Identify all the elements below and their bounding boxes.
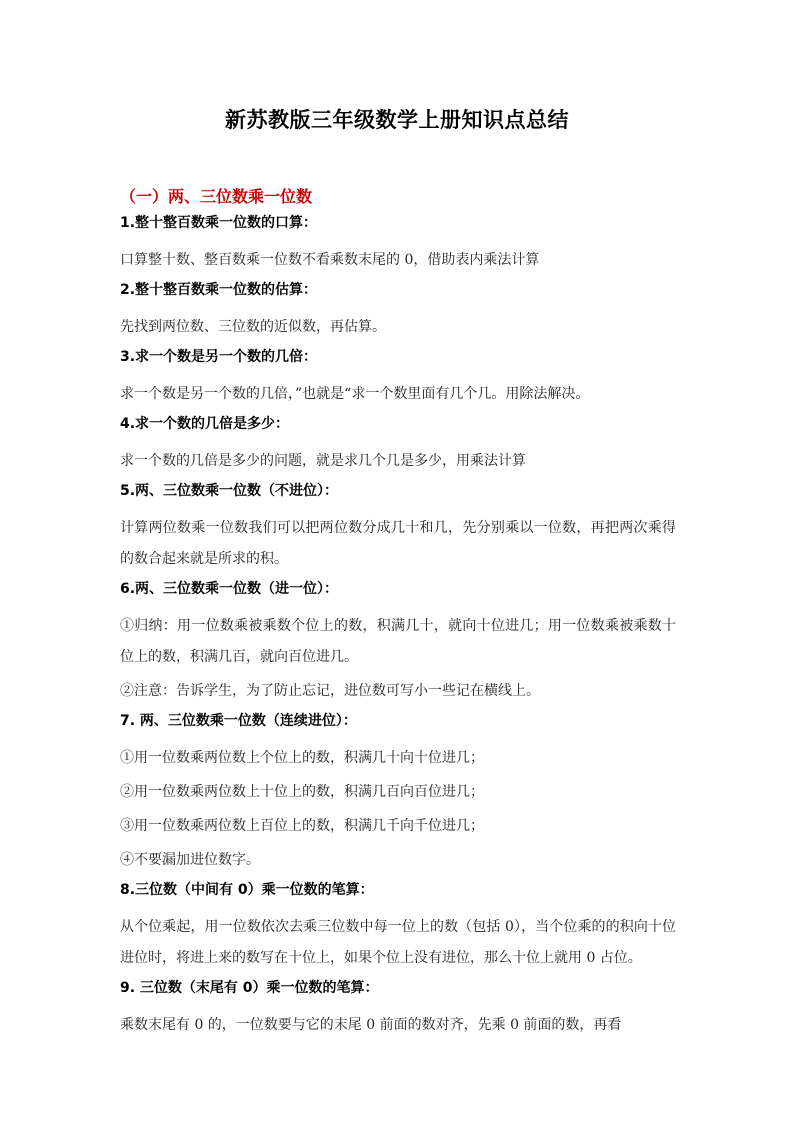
item-heading: 1.整十整百数乘一位数的口算： bbox=[120, 215, 318, 231]
item-paragraph: ③用一位数乘两位数上百位上的数，积满几千向千位进几； bbox=[120, 818, 484, 834]
item-paragraph: 乘数末尾有 0 的，一位数要与它的末尾 0 前面的数对齐，先乘 0 前面的数，再看 bbox=[120, 1017, 622, 1033]
item-5 bbox=[120, 480, 676, 575]
item-6 bbox=[120, 578, 676, 707]
item-paragraph: ①用一位数乘两位数上个位上的数，积满几十向十位进几； bbox=[120, 750, 484, 766]
item-paragraph: 先找到两位数、三位数的近似数，再估算。 bbox=[120, 319, 386, 335]
item-4 bbox=[120, 413, 676, 477]
item-heading: 4.求一个数的几倍是多少： bbox=[120, 416, 290, 432]
item-heading: 5.两、三位数乘一位数（不进位）： bbox=[120, 483, 339, 499]
document-body bbox=[120, 212, 676, 1044]
item-paragraph: 从个位乘起，用一位数依次去乘三位数中每一位上的数（包括 0），当个位乘的的积向十位进位时，将进上来的数写在十位上，如果个位上没有进位，那么十位上就用 0 占位。 bbox=[120, 919, 676, 966]
item-heading: 7. 两、三位数乘一位数（连续进位）： bbox=[120, 713, 357, 729]
item-3 bbox=[120, 346, 676, 410]
item-heading: 8.三位数（中间有 0）乘一位数的笔算： bbox=[120, 882, 374, 898]
item-heading: 9. 三位数（末尾有 0）乘一位数的笔算： bbox=[120, 980, 379, 996]
item-paragraph: ④不要漏加进位数字。 bbox=[120, 852, 260, 868]
item-heading: 6.两、三位数乘一位数（进一位）： bbox=[120, 581, 339, 597]
item-paragraph: ②注意：告诉学生，为了防止忘记，进位数可写小一些记在横线上。 bbox=[120, 683, 540, 699]
item-paragraph: 口算整十数、整百数乘一位数不看乘数末尾的 0，借助表内乘法计算 bbox=[120, 252, 540, 268]
item-2 bbox=[120, 279, 676, 343]
item-paragraph: 求一个数是另一个数的几倍，”也就是“求一个数里面有几个几。用除法解决。 bbox=[120, 386, 590, 402]
item-8 bbox=[120, 879, 676, 974]
item-paragraph: 计算两位数乘一位数我们可以把两位数分成几十和几，先分别乘以一位数，再把两次乘得的数合起来就是所求的积。 bbox=[120, 520, 676, 567]
page-title: 新苏教版三年级数学上册知识点总结 bbox=[225, 107, 569, 132]
item-1 bbox=[120, 212, 676, 276]
item-heading: 3.求一个数是另一个数的几倍： bbox=[120, 349, 318, 365]
item-heading: 2.整十整百数乘一位数的估算： bbox=[120, 282, 318, 298]
item-9 bbox=[120, 977, 676, 1041]
item-paragraph: 求一个数的几倍是多少的问题，就是求几个几是多少，用乘法计算 bbox=[120, 453, 526, 469]
item-paragraph: ②用一位数乘两位数上十位上的数，积满几百向百位进几； bbox=[120, 784, 484, 800]
item-paragraph: ①归纳：用一位数乘被乘数个位上的数，积满几十，就向十位进几；用一位数乘被乘数十位上的数，积满几百，就向百位进几。 bbox=[120, 618, 676, 665]
section-title: （一）两、三位数乘一位数 bbox=[120, 187, 313, 206]
item-7 bbox=[120, 710, 676, 876]
